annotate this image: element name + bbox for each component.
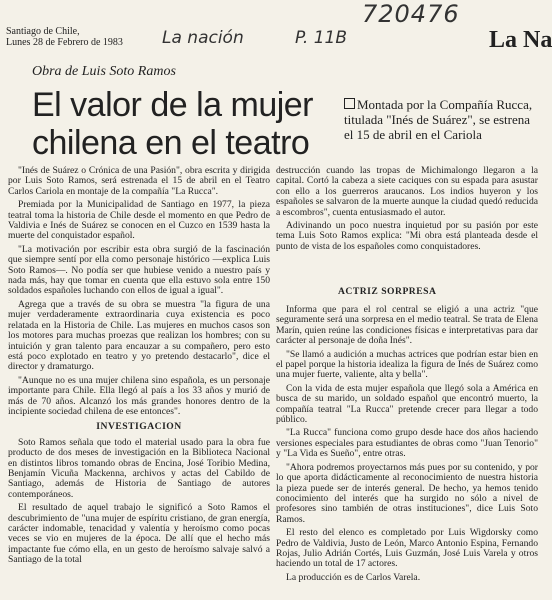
paragraph: "Ahora podremos proyectarnos más pues por su contenido, y por lo que aporta didácticamente al reconocimiento de nuestra historia la pieza puede ser de interés general. De hecho, ya hemos tenido conocimiento del interés que ha surgido no sólo a nivel de profesores sino también de otras instituciones", dice Luis Soto Ramos. bbox=[276, 461, 538, 525]
headline-line-1: El valor de la mujer bbox=[32, 86, 314, 124]
subhead-actriz-sorpresa: ACTRIZ SORPRESA bbox=[338, 286, 437, 297]
deck-text: Montada por la Compañía Rucca, titulada "Inés de Suárez", se estrena el 15 de abril en el Cariola bbox=[344, 97, 533, 142]
paragraph: "La Rucca" funciona como grupo desde hace dos años haciendo versiones especiales para estudiantes de obras como "Juan Tenorio" y "La Vida es Sueño", entre otras. bbox=[276, 427, 538, 460]
paragraph: "Se llamó a audición a muchas actrices que podrían estar bien en el papel porque la historia idealiza la figura de Inés de Suárez como una mujer fuerte, valiente, alta y bella". bbox=[276, 348, 538, 381]
paragraph: "Aunque no es una mujer chilena sino española, es un personaje importante para Chile. Ella llegó al país a los 33 años y murió de más de 70 años. Alcanzó los más grandes honores dentro de la incipiente sociedad chilena de ese entonces". bbox=[8, 374, 270, 417]
paragraph: Agrega que a través de su obra se muestra "la figura de una mujer verdaderamente extraordinaria cuya existencia es poco relatada en la Historia de Chile. Las mujeres en muchos casos son los motores para muchas proezas que realizan los hombres; con su intuición y gran talento para encauzar a su compañero, pero esto está poco explotado en teatro y yo pretendo destacarlo", dice el director y dramaturgo. bbox=[8, 298, 270, 373]
paragraph: Premiada por la Municipalidad de Santiago en 1977, la pieza teatral toma la historia de Chile desde el momento en que Pedro de Valdivia e Inés de Suárez se conocen en el Cuzco en 1539 hasta la muerte del conquistador español. bbox=[8, 199, 270, 242]
paragraph: "Inés de Suárez o Crónica de una Pasión", obra escrita y dirigida por Luis Soto Ramos, será estrenada el 15 de abril en el Teatro Carlos Cariola en montaje de la compañía "La Rucca". bbox=[8, 165, 270, 197]
paragraph: Informa que para el rol central se eligió a una actriz "que seguramente será una sorpresa en el medio teatral. Se trata de Elena Marín, quien reúne las condiciones físicas e interpretativas para dar carácter al personaje de doña Inés". bbox=[276, 304, 538, 347]
handwritten-source: La nación bbox=[162, 28, 244, 48]
deck-box-icon bbox=[344, 98, 355, 109]
right-column-bottom bbox=[276, 305, 538, 586]
right-column-top bbox=[276, 166, 538, 255]
paragraph: El resultado de aquel trabajo le significó a Soto Ramos el descubrimiento de "una mujer de espíritu cristiano, de gran energía, carácter indomable, tenacidad y valentía y heroísmo como pocas veces se vio en mujeres de la época. De allí que el hecho más impactante fue cómo ella, en un gesto de heroísmo salvaje salvó a Santiago de la total bbox=[8, 502, 270, 566]
subhead-investigacion: INVESTIGACION bbox=[96, 421, 182, 433]
paragraph: destrucción cuando las tropas de Michimalongo llegaron a la capital. Cortó la cabeza a siete caciques con su espada para asustar con ello a los guerreros araucanos. Los indios huyeron y los españoles se salvaron de la muerte aunque la ciudad quedó reducida a escombros", cuenta entusiasmado el autor. bbox=[276, 165, 538, 218]
paragraph: La producción es de Carlos Varela. bbox=[286, 571, 421, 583]
dateline-city: Santiago de Chile, bbox=[6, 26, 80, 37]
handwritten-number: 720476 bbox=[362, 0, 460, 28]
headline-line-2: chilena en el teatro bbox=[32, 124, 310, 162]
paragraph: Adivinando un poco nuestra inquietud por su pasión por este tema Luis Soto Ramos explica: "Mi obra está planteada desde el punto de vista de los españoles como conquistadores. bbox=[276, 220, 538, 252]
paragraph: El resto del elenco es completado por Luis Wigdorsky como Pedro de Valdivia, Justo de León, Marco Antonio Espina, Fernando Rojas, Julio Adrián Cortés, Luis Guzmán, José Luis Varela y otros haciendo un total de 17 actores. bbox=[276, 527, 538, 570]
dateline-date: Lunes 28 de Febrero de 1983 bbox=[6, 37, 123, 48]
paragraph: "La motivación por escribir esta obra surgió de la fascinación que siempre sentí por ella como personaje histórico —explica Luis Soto Ramos—. No podía ser que hubiese venido a nuestro país y nada más, hay que tomar en cuenta que ella estuvo sola entre 150 soldados españoles luchando con ellos de igual a igual". bbox=[8, 243, 270, 297]
article-headline bbox=[32, 86, 313, 162]
paragraph: Soto Ramos señala que todo el material usado para la obra fue producto de dos meses de investigación en la Biblioteca Nacional en distintos libros tomando obras de Encina, José Toribio Medina, Benjamín Vicuña Mackenna, archivos y actas del Cabildo de Santiago, además de Historia de Santiago de autores contemporáneos. bbox=[8, 436, 270, 500]
article-deck bbox=[344, 97, 534, 142]
dateline bbox=[6, 26, 123, 48]
article-kicker: Obra de Luis Soto Ramos bbox=[32, 64, 176, 79]
handwritten-page: P. 11B bbox=[295, 28, 348, 48]
left-column bbox=[8, 166, 270, 569]
newspaper-masthead: La Na bbox=[489, 27, 552, 53]
paragraph: Con la vida de esta mujer española que llegó sola a América en busca de su marido, un soldado español que encontró muerto, la compañía teatral "La Rucca" pretende crecer para llegar a todo público. bbox=[276, 382, 538, 426]
